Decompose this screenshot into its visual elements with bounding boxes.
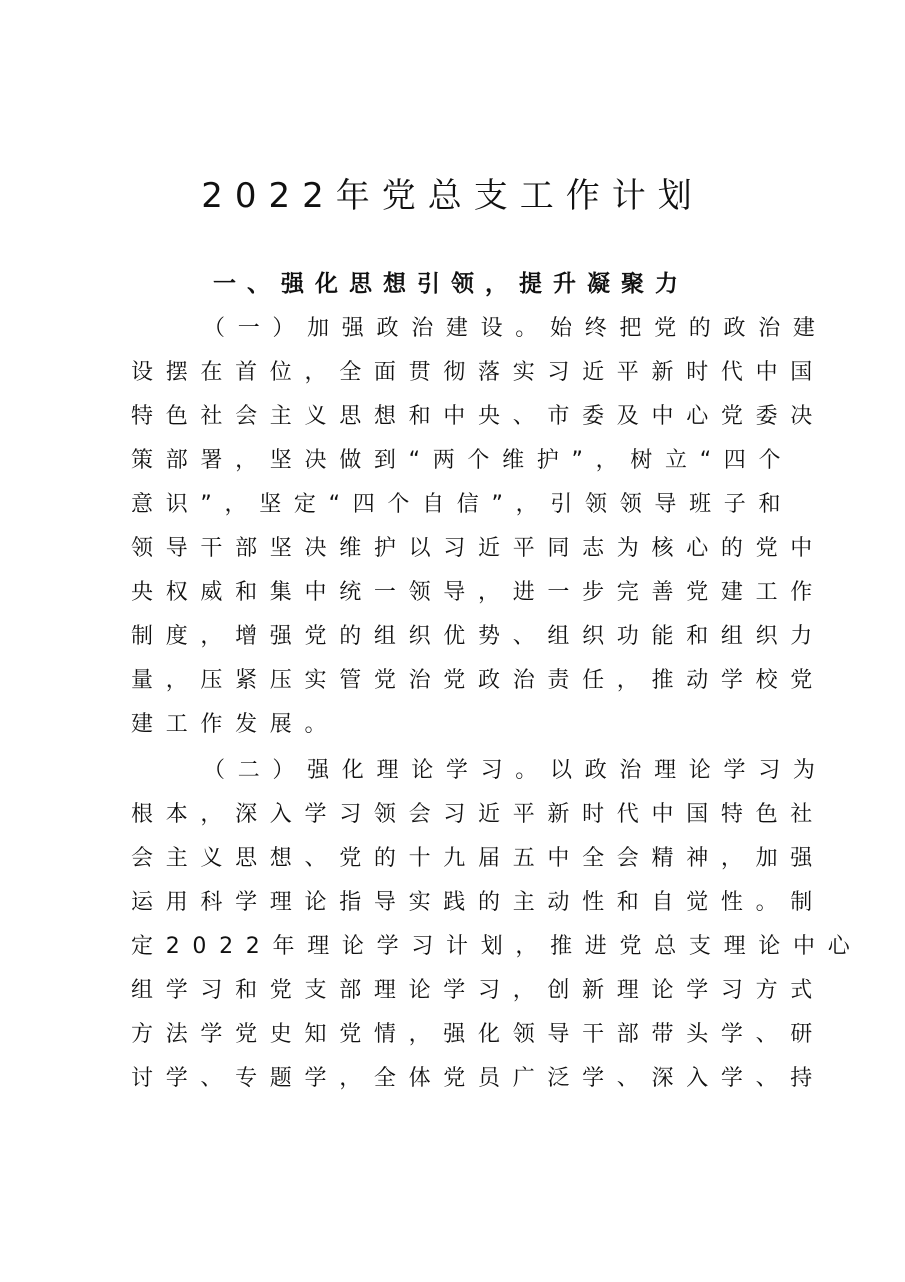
section-heading: 一、强化思想引领，提升凝聚力 (213, 271, 689, 297)
paragraph-line: 根本，深入学习领会习近平新时代中国特色社 (131, 802, 826, 827)
paragraph-line: （二）强化理论学习。以政治理论学习为 (203, 758, 828, 783)
paragraph-line: 意识”，坚定“四个自信”，引领领导班子和 (131, 492, 794, 517)
document-title: 2022年党总支工作计划 (201, 176, 704, 216)
paragraph-line: 讨学、专题学，全体党员广泛学、深入学、持 (131, 1066, 826, 1091)
paragraph-line: 定2022年理论学习计划，推进党总支理论中心 (131, 934, 863, 959)
paragraph-political-construction (131, 307, 828, 747)
paragraph-line: 方法学党史知党情，强化领导干部带头学、研 (131, 1022, 826, 1047)
paragraph-line: 建工作发展。 (131, 712, 340, 737)
paragraph-line: 策部署，坚决做到“两个维护”，树立“四个 (131, 448, 794, 473)
paragraph-line: 特色社会主义思想和中央、市委及中心党委决 (131, 404, 826, 429)
paragraph-line: 制度，增强党的组织优势、组织功能和组织力 (131, 624, 826, 649)
paragraph-line: 会主义思想、党的十九届五中全会精神，加强 (131, 846, 826, 871)
paragraph-line: 央权威和集中统一领导，进一步完善党建工作 (131, 580, 826, 605)
paragraph-line: 设摆在首位，全面贯彻落实习近平新时代中国 (131, 360, 826, 385)
paragraph-theory-study (131, 749, 863, 1101)
paragraph-line: 组学习和党支部理论学习，创新理论学习方式 (131, 978, 826, 1003)
paragraph-line: 量，压紧压实管党治党政治责任，推动学校党 (131, 668, 826, 693)
paragraph-line: 领导干部坚决维护以习近平同志为核心的党中 (131, 536, 826, 561)
paragraph-line: 运用科学理论指导实践的主动性和自觉性。制 (131, 890, 826, 915)
paragraph-line: （一）加强政治建设。始终把党的政治建 (203, 316, 828, 341)
